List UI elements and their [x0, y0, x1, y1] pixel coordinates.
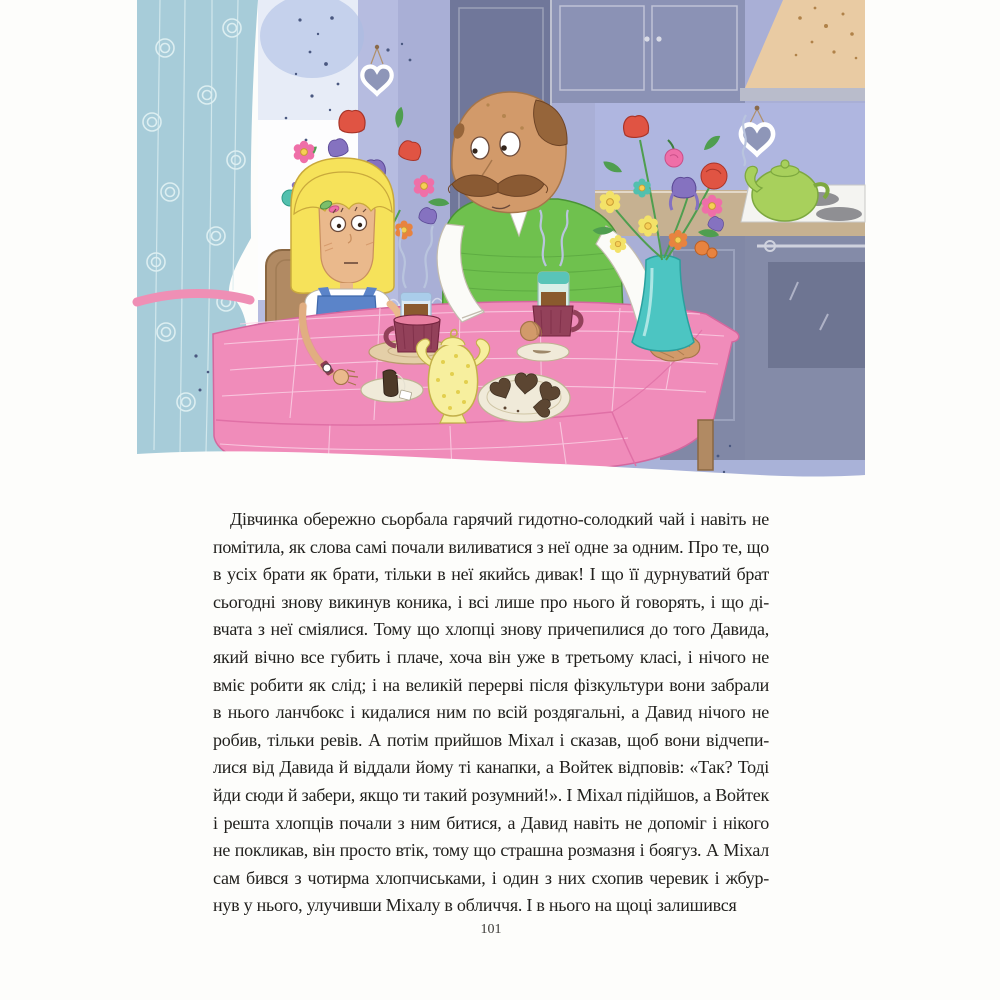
page-number: 101	[480, 922, 502, 937]
paragraph-line: вчата з неї сміялися. Тому що хлопці знову причепилися до того Давида,	[213, 619, 769, 640]
paragraph-line: в нього ланчбокс і кидалися ним по всій роздягальні, а Давид нічого не	[213, 702, 769, 723]
paragraph-line: Дівчинка обережно сьорбала гарячий гидотно-солодкий чай і навіть не	[230, 509, 769, 529]
girl-hand	[334, 370, 349, 385]
man-plate	[517, 343, 569, 361]
paragraph-line: робив, тільки ревів. А потім прийшов Міхал і сказав, щоб вони відчепи-	[213, 729, 769, 750]
paragraph-line: не покликав, він просто втік, тому що страшна розмазня і боягуз. А Міхал	[213, 840, 769, 861]
paragraph-line: лися від Давида й віддали йому ті канапки, а Войтек відповів: «Так? Тоді	[213, 757, 769, 778]
paragraph-line: в усіх брати як брати, тільки в неї якийсь дивак! І що її дурнуватий брат	[213, 564, 769, 585]
cabinet-handle	[656, 36, 661, 41]
kitchen-illustration-svg	[0, 0, 1000, 478]
paragraph-line: який вічно все губить і плаче, хоча він уже в третьому класі, і нічого не	[213, 646, 769, 667]
teabag	[383, 370, 398, 397]
paragraph-line: сьогодні знову викинув коника, і всі лише про нього й говорять, і що ді-	[213, 591, 769, 612]
burner	[816, 207, 862, 221]
table-leg	[698, 420, 713, 470]
upper-cabinets	[552, 0, 745, 103]
paragraph-line: йди сюди й забери, якщо ти такий розумний!». І Міхал підійшов, а Войтек	[213, 784, 769, 805]
paragraph-line: нув у нього, улучивши Міхалу в обличчя. І в нього на щоці залишився	[213, 895, 737, 916]
story-paragraph	[213, 506, 769, 920]
paragraph-line: сам бився з чотирма хлопчиськами, і один з них схопив черевик і жбур-	[213, 867, 769, 888]
cabinet-handle	[644, 36, 649, 41]
paragraph-line: і решта хлопців почали з ним битися, а Давид навіть не допоміг і нікого	[213, 812, 769, 833]
kitchen-illustration	[0, 0, 1000, 478]
paragraph-line: вміє робити як слід; і на великій перерві після фізкультури вони забрали	[213, 674, 769, 695]
paragraph-line: помітила, як слова самі почали виливатися з неї одне за одним. Про те, що	[213, 536, 769, 557]
oven-window	[768, 262, 865, 368]
